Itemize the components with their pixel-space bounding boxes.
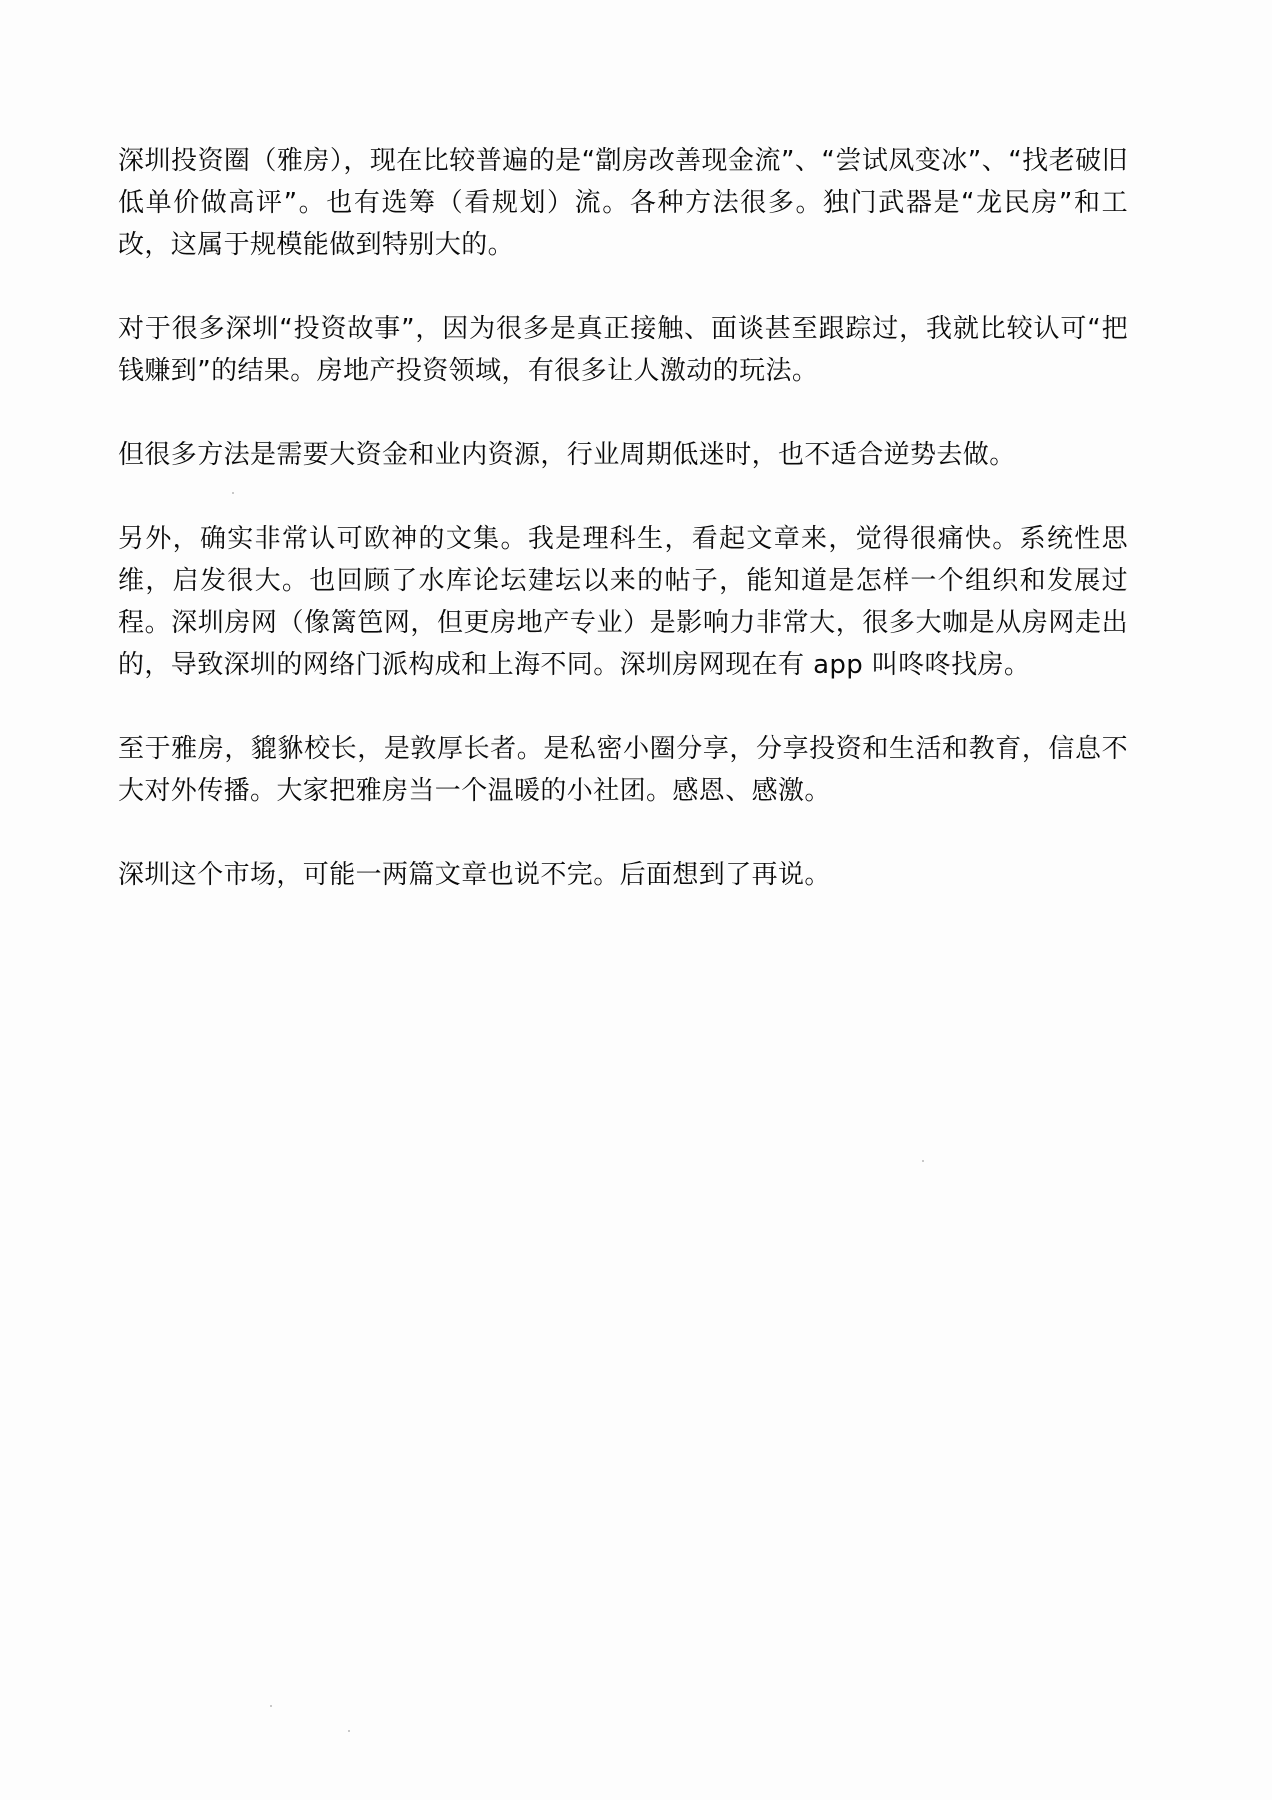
document-body	[118, 140, 1128, 896]
paragraph-4: 另外，确实非常认可欧神的文集。我是理科生，看起文章来，觉得很痛快。系统性思维，启发很大。也回顾了水库论坛建坛以来的帖子，能知道是怎样一个组织和发展过程。深圳房网（像篱笆网，但更房地产专业）是影响力非常大，很多大咖是从房网走出的，导致深圳的网络门派构成和上海不同。深圳房网现在有 app 叫咚咚找房。	[118, 524, 1128, 680]
scan-speck	[232, 492, 234, 494]
scan-speck	[270, 1705, 272, 1707]
paragraph-1: 深圳投资圈（雅房），现在比较普遍的是“劏房改善现金流”、“尝试凤变冰”、“找老破旧低单价做高评”。也有选筹（看规划）流。各种方法很多。独门武器是“龙民房”和工改，这属于规模能做到特别大的。	[118, 146, 1128, 260]
scan-speck	[922, 1160, 924, 1162]
paragraph-3: 但很多方法是需要大资金和业内资源，行业周期低迷时，也不适合逆势去做。	[118, 440, 1016, 470]
paragraph-5: 至于雅房，貔貅校长，是敦厚长者。是私密小圈分享，分享投资和生活和教育，信息不大对外传播。大家把雅房当一个温暖的小社团。感恩、感激。	[118, 734, 1128, 806]
scan-speck	[348, 1730, 350, 1732]
paragraph-2: 对于很多深圳“投资故事”，因为很多是真正接触、面谈甚至跟踪过，我就比较认可“把钱赚到”的结果。房地产投资领域，有很多让人激动的玩法。	[118, 314, 1128, 386]
paragraph-6: 深圳这个市场，可能一两篇文章也说不完。后面想到了再说。	[118, 860, 831, 890]
